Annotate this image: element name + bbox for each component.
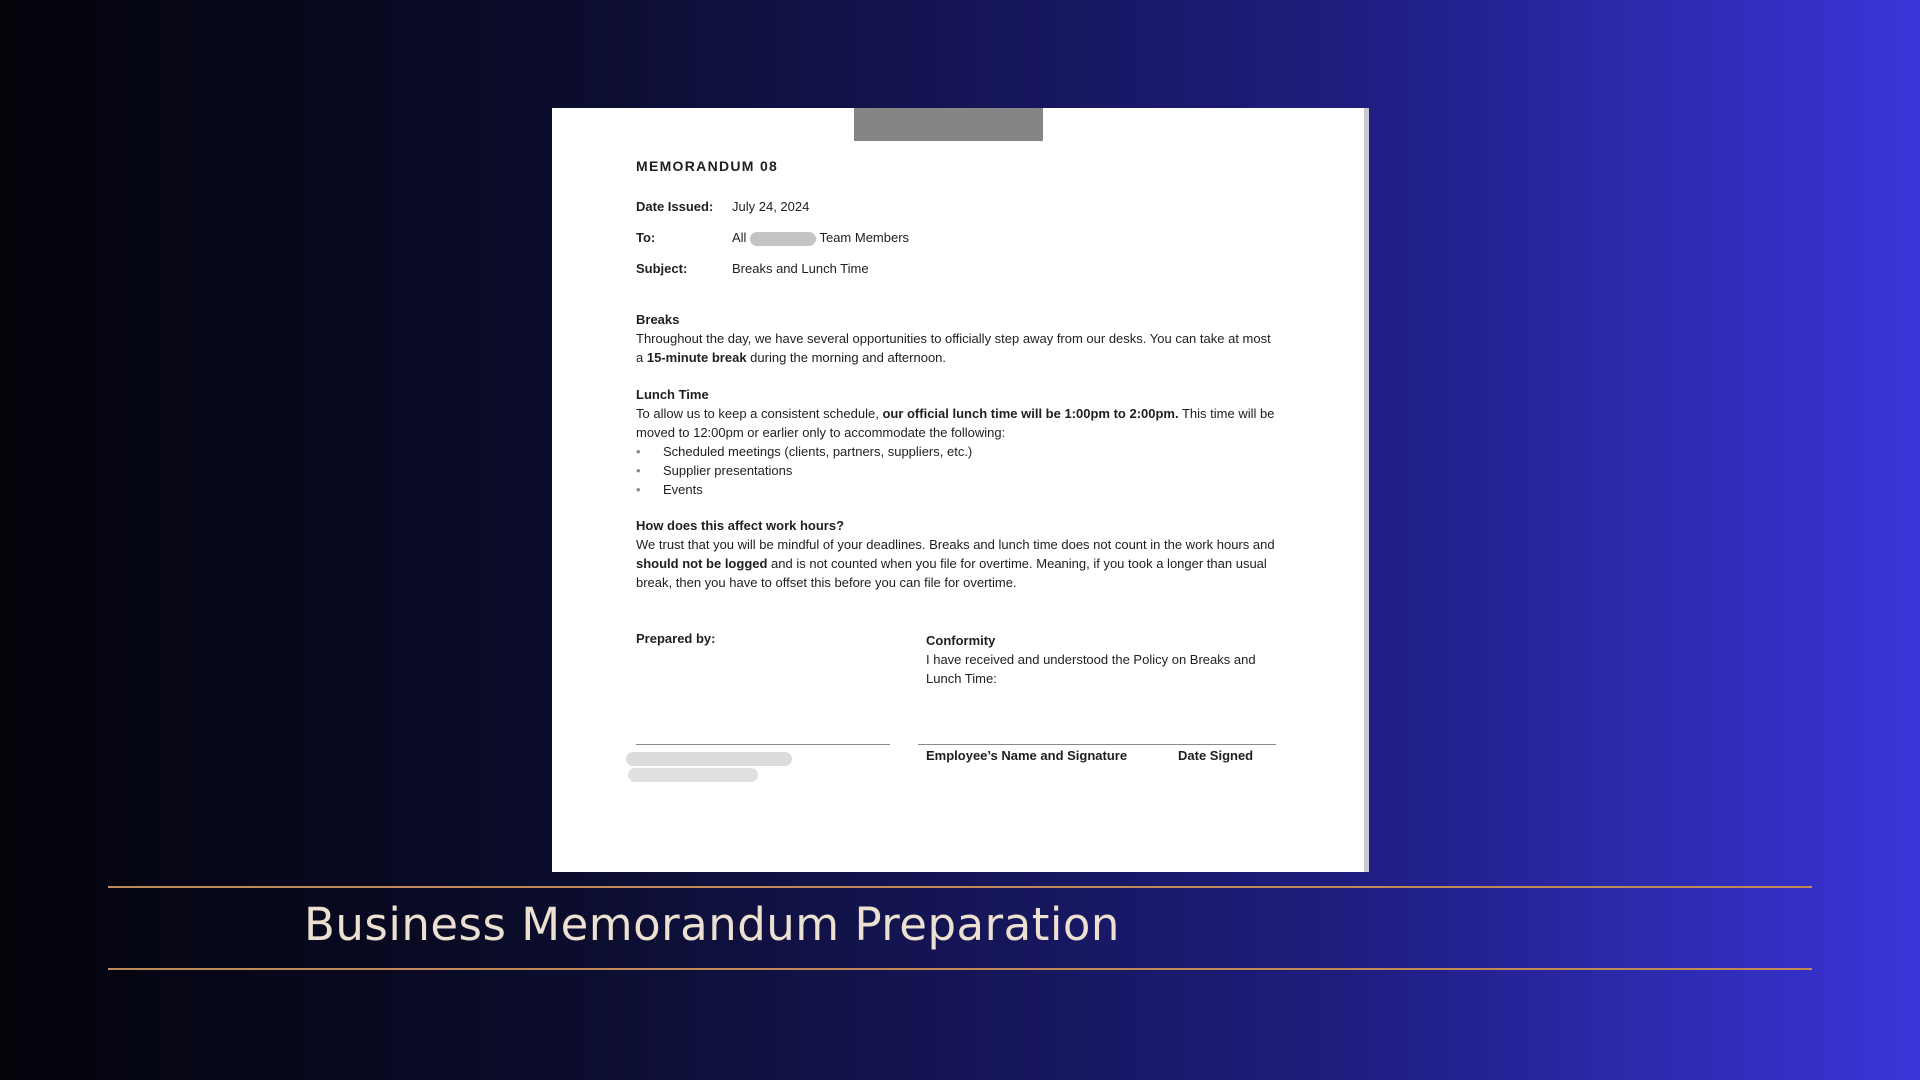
preparer-signature-line xyxy=(636,744,890,745)
subject-value: Breaks and Lunch Time xyxy=(732,261,869,276)
title-divider-bottom xyxy=(108,968,1812,970)
work-hours-section xyxy=(636,516,1276,592)
subject-row xyxy=(636,261,869,276)
lunch-heading: Lunch Time xyxy=(636,387,709,402)
memo-title: MEMORANDUM 08 xyxy=(636,158,779,174)
breaks-heading: Breaks xyxy=(636,312,680,327)
employee-signature-caption: Employee’s Name and Signature xyxy=(926,748,1128,763)
list-item: • Supplier presentations xyxy=(636,461,1276,480)
breaks-text-1: Throughout the day, we have several opportunities to officially step away from our desks. You can take at most a xyxy=(636,331,1271,365)
to-row xyxy=(636,230,909,246)
to-prefix: All xyxy=(732,230,747,245)
hours-bold: should not be logged xyxy=(636,556,768,571)
conformity-text: I have received and understood the Policy on Breaks and Lunch Time: xyxy=(926,652,1256,686)
subject-label: Subject: xyxy=(636,261,688,276)
list-item: • Scheduled meetings (clients, partners, suppliers, etc.) xyxy=(636,442,1276,461)
to-suffix: Team Members xyxy=(819,230,910,245)
work-hours-paragraph xyxy=(636,535,1276,592)
breaks-text-2: during the morning and afternoon. xyxy=(746,350,947,365)
redacted-header-block xyxy=(854,108,1043,141)
date-issued-label: Date Issued: xyxy=(636,199,714,214)
conformity-section xyxy=(926,631,1266,688)
lunch-text-1: To allow us to keep a consistent schedule, xyxy=(636,406,883,421)
hours-text-1: We trust that you will be mindful of your deadlines. Breaks and lunch time does not count in the work hours and xyxy=(636,537,1275,552)
lunch-exceptions-list xyxy=(636,442,1276,499)
breaks-section xyxy=(636,310,1276,367)
title-divider-top xyxy=(108,886,1812,888)
date-issued-row xyxy=(636,199,809,214)
lunch-text-2: This time will be moved to 12:00pm or earlier only to accommodate the following: xyxy=(636,406,1275,440)
memo-document xyxy=(552,108,1369,872)
employee-signature-line xyxy=(918,744,1276,745)
redacted-team-name xyxy=(750,232,816,246)
breaks-bold: 15-minute break xyxy=(646,350,747,365)
date-signed-caption: Date Signed xyxy=(1178,748,1254,763)
date-issued-value: July 24, 2024 xyxy=(732,199,810,214)
lunch-section xyxy=(636,385,1276,499)
redacted-preparer-title xyxy=(628,768,758,782)
hours-text-2: and is not counted when you file for overtime. Meaning, if you took a longer than usual break, then you have to offset this before you can file for overtime. xyxy=(636,556,1267,590)
breaks-paragraph xyxy=(636,329,1276,367)
prepared-by-label: Prepared by: xyxy=(636,631,716,646)
slide-title: Business Memorandum Preparation xyxy=(304,898,1120,951)
list-item: • Events xyxy=(636,480,1276,499)
lunch-bold: our official lunch time will be 1:00pm to 2:00pm. xyxy=(882,406,1179,421)
work-hours-heading: How does this affect work hours? xyxy=(636,518,845,533)
redacted-preparer-name xyxy=(626,752,792,766)
lunch-paragraph xyxy=(636,404,1276,442)
to-label: To: xyxy=(636,230,656,245)
conformity-heading: Conformity xyxy=(926,633,996,648)
